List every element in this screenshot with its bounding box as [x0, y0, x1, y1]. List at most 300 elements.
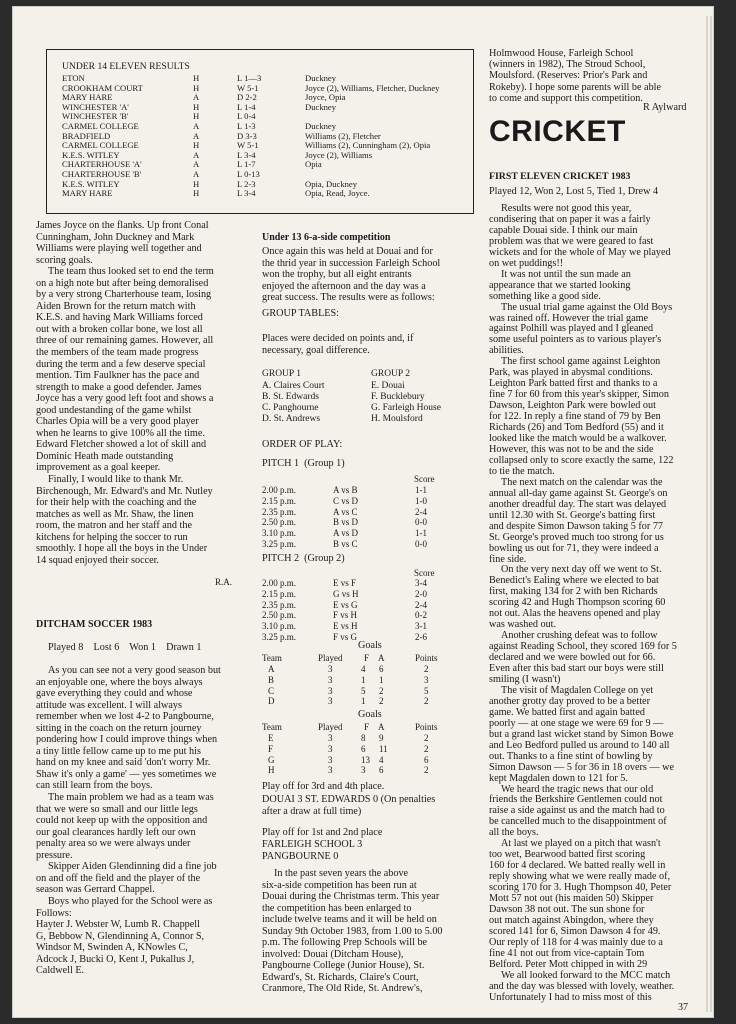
group2-team: E. Douai	[371, 381, 405, 391]
c1-para3-line: Birchenough, Mr. Edward's and Mr. Nutley	[36, 485, 213, 497]
cricket-report-line: We all looked forward to the MCC match	[501, 969, 671, 981]
cricket-report-line: out. Thanks to a fine stint of bowling by	[489, 750, 653, 762]
result-venue: H	[193, 101, 200, 112]
standings1-played: 3	[328, 696, 333, 707]
pitch2-match: F vs G	[333, 632, 358, 642]
cricket-report-line: The usual trial game against the Old Boys	[501, 301, 673, 313]
cricket-report-line: scored 141 for 6, Simon Dawson 4 for 49.	[489, 925, 661, 937]
cricket-report-line: too wet, Bearwood batted first scoring	[489, 849, 646, 861]
c1-para2-line: Charles Opia will be a very good player	[36, 416, 199, 428]
results-title: UNDER 14 ELEVEN RESULTS	[62, 61, 190, 72]
standings1-goals-label: Goals	[358, 640, 382, 651]
result-team: CARMEL COLLEGE	[62, 140, 139, 151]
c1-para1-line: James Joyce on the flanks. Up front Conal	[36, 220, 209, 231]
c1-para7	[36, 896, 250, 977]
pitch2-match: F vs H	[333, 610, 358, 621]
result-score: L 2-3	[237, 178, 256, 189]
u13-closing-line: six-a-side competition has been run at	[262, 879, 417, 891]
result-scorers: Opia, Duckney	[305, 178, 358, 189]
cricket-report-line: The first school game against Leighton	[501, 356, 661, 368]
u13-closing-line: Pangbourne College (Junior House), St.	[262, 960, 425, 971]
cricket-report-line: not out. Alas the heavens opened and play	[489, 608, 661, 620]
cricket-report-line: The next match on the calendar was the	[501, 476, 663, 488]
cricket-report-line: until 12.30 with St. George's batting first	[489, 509, 656, 521]
c1-para7-line: Adcock J, Bucki O, Kent J, Pukallus J,	[36, 953, 195, 965]
standings1-f: 4	[361, 664, 366, 674]
c1-para2-line: The team thus looked set to end the term	[48, 266, 214, 278]
standings2-played: 3	[328, 733, 333, 743]
c1-para4-line: Shaw it's only a game' — yes sometimes we	[36, 768, 217, 780]
cricket-report-line: reply showing what we were really made of,	[489, 871, 671, 883]
result-scorers: Duckney	[305, 73, 337, 83]
standings1-f: 1	[361, 696, 366, 707]
cricket-report-line: poorly — at one stage we were 69 for 9 —	[489, 717, 664, 729]
result-score: L 1-7	[237, 159, 256, 170]
c1-signature: R.A.	[215, 577, 233, 587]
cricket-report-line: On the very next day off we went to St.	[501, 564, 662, 576]
cricket-report-line: smiling (I wasn't)	[489, 673, 561, 685]
result-venue: A	[193, 130, 200, 141]
magazine-page	[12, 6, 714, 1018]
cricket-report-line: against Polhill was played and I gleaned	[489, 323, 654, 335]
standings1-points: 2	[424, 696, 429, 707]
c1-para4-line: sitting in the coach on the return journey	[36, 722, 202, 734]
result-scorers: Joyce, Opia	[305, 92, 346, 103]
result-scorers: Williams (2), Fletcher	[305, 130, 381, 141]
c1-para4	[36, 665, 250, 792]
cricket-report-line: all the boys.	[489, 827, 539, 839]
cricket-report-line: At last we played on a pitch that wasn't	[501, 838, 661, 850]
u13-intro-line: Once again this was held at Douai and for	[262, 246, 433, 257]
standings2-f-header: F	[364, 722, 370, 732]
pitch2-score: 3-4	[415, 578, 427, 588]
standings1-team: A	[268, 664, 275, 674]
c1-para3-line: for their help with the coaching and the	[36, 497, 197, 509]
u13-closing-line: In the past seven years the above	[274, 868, 409, 879]
pitch1-match: A vs D	[333, 528, 359, 539]
standings1-f: 1	[361, 674, 366, 685]
result-score: L 1-4	[237, 101, 256, 112]
cricket-report-line: Our reply of 118 for 4 was mainly due to a	[489, 936, 663, 948]
cricket-report-line: Benedict's Ealing where we elected to bat	[489, 575, 659, 587]
pitch2-match: E vs G	[333, 599, 358, 610]
standings1-played: 3	[328, 685, 333, 696]
standings1-a: 2	[379, 696, 384, 707]
c3-top-line: Moulsford. (Reserves: Prior's Park and	[489, 70, 648, 82]
cricket-report-line: Richards (26) and Tom Bedford (55) and it	[489, 422, 664, 434]
c1-para4-line: pondering how I could improve things when	[36, 734, 218, 746]
c1-para2-line: K.E.S. and having Mark Williams forced	[36, 312, 203, 324]
cricket-report-line: against Reading School, they scored 169 for 5	[489, 641, 677, 653]
result-scorers: Duckney	[305, 121, 337, 131]
result-score: L 0-4	[237, 111, 256, 122]
cricket-report-line: and Leo Bedford pulled us around to 140 all	[489, 739, 670, 751]
standings2-a: 11	[379, 743, 388, 754]
c1-para2-line: when he learns to give 100% all the time.	[36, 427, 205, 439]
c1-para2-line: on a high note but after being demoralised	[36, 277, 209, 289]
playoff12-heading: Play off for 1st and 2nd place	[262, 827, 383, 838]
cricket-report-line: Unfortunately I had to miss most of this	[489, 991, 652, 1003]
c1-para4-line: remember when we lost 4-2 to Pangbourne,	[36, 711, 214, 723]
result-scorers: Joyce (2), Williams	[305, 149, 373, 160]
pitch2-score: 2-4	[415, 599, 427, 610]
cricket-report-line: capable Douai side. I think our main	[489, 224, 638, 236]
standings1-points: 2	[424, 664, 429, 674]
standings1-points: 3	[424, 674, 429, 685]
cricket-report-line: We heard the tragic news that our old	[501, 783, 654, 795]
standings2-f: 3	[361, 765, 366, 776]
c1-para1	[36, 220, 250, 266]
result-scorers: Williams (2), Cunningham (2), Opia	[305, 140, 431, 151]
c1-para5-line: penalty area so we were always under	[36, 838, 191, 850]
cricket-report-line: was washed out.	[489, 619, 557, 631]
standings2-played-header: Played	[318, 722, 343, 732]
result-venue: A	[193, 92, 200, 103]
cricket-report-line: Mott 57 not out (his maiden 50) Skipper	[489, 893, 654, 905]
standings1-a-header: A	[378, 653, 385, 663]
cricket-report-line: condisering that on paper it was a fairly	[489, 213, 651, 225]
result-score: L 0-13	[237, 169, 260, 179]
cricket-report-line: annual all-day game against St. George's on	[489, 487, 668, 499]
c1-para5-line: could not keep up with the opposition and	[36, 815, 208, 827]
cricket-report-line: be cancelled much to the disappointment of	[489, 816, 667, 828]
first-eleven-record: Played 12, Won 2, Lost 5, Tied 1, Drew 4	[489, 186, 659, 197]
cricket-report-line: Park, was played in abysmal conditions.	[489, 367, 653, 379]
c1-para5-line: our goal clearances hardly left our own	[36, 826, 196, 838]
standings2-points: 2	[424, 743, 429, 754]
standings2-points: 2	[424, 765, 429, 776]
result-team: WINCHESTER 'A'	[62, 101, 129, 112]
group-tables-heading: GROUP TABLES:	[262, 308, 340, 319]
page-number: 37	[678, 1002, 688, 1013]
c1-para3-line: kitchens for helping the soccer to run	[36, 531, 188, 543]
standings2-f: 13	[361, 754, 370, 765]
cricket-report-line: It was not until the sun made an	[501, 268, 631, 280]
cricket-report-line: declared and we were bowled out for 66.	[489, 652, 656, 664]
result-venue: A	[193, 169, 200, 179]
group1-title: GROUP 1	[262, 369, 301, 379]
standings1-points-header: Points	[415, 653, 438, 663]
result-venue: H	[193, 178, 200, 189]
u13-closing-line: the competition has been enlarged to	[262, 902, 412, 914]
c1-para7-line: Windsor M, Swinden A, KNowles C,	[36, 942, 188, 954]
result-team: CARMEL COLLEGE	[62, 121, 139, 131]
pitch2-time: 3.10 p.m.	[262, 621, 297, 632]
u13-intro-line: enjoyed the afternoon and the day was a	[262, 280, 426, 292]
standings2-played: 3	[328, 754, 333, 765]
pitch2-score: 2-0	[415, 588, 427, 599]
cricket-report-line: Even after this bad start our boys were still	[489, 663, 664, 675]
cricket-report-line: some useful pointers as to various player's	[489, 334, 662, 346]
c3-top-line: Holmwood House, Farleigh School	[489, 48, 634, 59]
result-venue: A	[193, 121, 200, 131]
cricket-report-line: and the day was blessed with lovely, weather.	[489, 980, 675, 992]
group-tables-text-line: Places were decided on points and, if	[262, 333, 414, 344]
result-score: W 5-1	[237, 140, 259, 151]
playoff34-result-line: after a draw at full time)	[262, 805, 362, 817]
result-team: K.E.S. WITLEY	[62, 178, 120, 189]
standings2-a-header: A	[378, 722, 385, 732]
c1-para5-line: pressure.	[36, 849, 73, 861]
c3-top-line: to come and support this competition.	[489, 92, 643, 104]
group1-team: C. Panghourne	[262, 403, 319, 413]
cricket-report-line: abilities.	[489, 345, 524, 357]
result-team: CHARTERHOUSE 'A'	[62, 159, 142, 170]
cricket-report-line: kept Magdalen down to 121 for 5.	[489, 772, 628, 784]
c1-para4-line: can still learn from the boys.	[36, 780, 153, 792]
cricket-report	[489, 204, 703, 1004]
cricket-report-line: 160 for 4 declared. We batted really well in	[489, 860, 666, 872]
cricket-report-line: Dawson, Leighton Park were bowled out	[489, 400, 656, 412]
pitch1-match: C vs D	[333, 495, 359, 506]
cricket-report-line: first, making 134 for 2 with ben Richards	[489, 586, 658, 598]
result-scorers: Opia	[305, 159, 322, 170]
c1-para7-line: Follows:	[36, 907, 72, 919]
cricket-report-line: St. George's proved much too strong for us	[489, 531, 664, 543]
playoff34-result-line: DOUAI 3 ST. EDWARDS 0 (On penalties	[262, 794, 436, 805]
cricket-report-line: The visit of Magdalen College on yet	[501, 684, 654, 696]
ditcham-title: DITCHAM SOCCER 1983	[36, 619, 153, 630]
u13-closing	[262, 868, 474, 995]
pitch1-score-label: Score	[414, 474, 435, 484]
cricket-report-line: on wet puddings!!	[489, 257, 564, 269]
pitch1-heading: PITCH 1 (Group 1)	[262, 458, 345, 469]
c1-para4-line: an enjoyable one, where the boys always	[36, 676, 203, 688]
standings2-team-header: Team	[262, 722, 282, 732]
result-venue: H	[193, 111, 200, 122]
cricket-report-line: for 122. In reply a fine stand of 79 by Ben	[489, 411, 661, 423]
cricket-report-line: fine 41 not out from vice-captain Tom	[489, 947, 645, 959]
standings1-f: 5	[361, 685, 366, 696]
c1-para2-line: three of our remaining games. However, all	[36, 335, 214, 347]
pitch2-time: 2.15 p.m.	[262, 588, 297, 599]
c1-para2-line: mention. Tim Faulkner has the pace and	[36, 370, 200, 382]
c1-para3-line: Finally, I would like to thank Mr.	[48, 474, 184, 486]
group2-team: G. Farleigh House	[371, 403, 441, 413]
c1-para7-line: Caldwell E.	[36, 965, 85, 977]
standings1-a: 2	[379, 685, 384, 696]
pitch1-score: 0-0	[415, 539, 427, 549]
c3-top-line: Rokeby). I hope some parents will be able	[489, 81, 662, 93]
standings2-points: 2	[424, 733, 429, 743]
group-tables-text	[262, 333, 474, 356]
pitch2-score: 2-6	[415, 632, 427, 642]
u13-intro-line: great success. The results were as follows:	[262, 292, 435, 304]
u13-closing-line: Sunday 9th October 1983, from 1.00 to 5.00	[262, 925, 443, 937]
order-heading: ORDER OF PLAY:	[262, 439, 343, 450]
pitch1-time: 2.00 p.m.	[262, 485, 297, 495]
cricket-report-line: looked like the match would be a walkover.	[489, 433, 667, 445]
pitch1-time: 2.35 p.m.	[262, 506, 297, 517]
c1-para2-line: Edward Fletcher showed a lot of skill and	[36, 439, 207, 451]
standings2-a: 6	[379, 765, 384, 776]
cricket-report-line: Simon Dawson — 5 for 36 in 18 overs — we	[489, 761, 675, 773]
u13-intro-line: the thrid year in succession Farleigh School	[262, 257, 441, 269]
pitch2-match: E vs F	[333, 578, 357, 588]
c1-para1-line: scoring goals.	[36, 254, 93, 266]
c1-para6	[36, 861, 250, 896]
c1-para5-line: that we were so small and our little legs	[36, 803, 198, 815]
group2-team: H. Moulsford	[371, 414, 423, 424]
c3-top-line: (winners in 1982), The Stroud School,	[489, 59, 646, 71]
cricket-report-line: to tie the match.	[489, 465, 555, 477]
playoff34-heading: Play off for 3rd and 4th place.	[262, 781, 385, 792]
standings2-team: H	[268, 765, 275, 776]
result-scorers: Opia, Read, Joyce.	[305, 188, 370, 199]
cricket-report-line: fine side.	[489, 553, 527, 565]
result-venue: H	[193, 73, 200, 83]
result-score: L 1-3	[237, 121, 256, 131]
c1-para6-line: season was Gerrard Chappel.	[36, 884, 155, 896]
u13-intro	[262, 246, 474, 304]
playoff12-result-line: PANGBOURNE 0	[262, 850, 339, 862]
result-team: MARY HARE	[62, 188, 113, 199]
standings1-team-header: Team	[262, 653, 282, 663]
standings1-played: 3	[328, 674, 333, 685]
c1-para4-line: gave everything they could and whose	[36, 688, 193, 700]
result-team: K.E.S. WITLEY	[62, 149, 120, 160]
pitch1-time: 2.15 p.m.	[262, 495, 297, 506]
c1-para1-line: Cunningham, John Duckney and Mark	[36, 231, 195, 243]
cricket-report-line: Results were not good this year,	[501, 203, 632, 214]
pitch1-score: 0-0	[415, 517, 427, 528]
group-tables-text-line: necessary, goal difference.	[262, 344, 370, 356]
c1-para7-line: G, Bebbow N, Glendinning A, Connor S,	[36, 930, 205, 942]
c1-para4-line: hand on my knee and said 'don't worry Mr.	[36, 757, 211, 769]
standings1-team: B	[268, 674, 275, 685]
c1-para4-line: attitude was excellent. I will always	[36, 699, 182, 711]
standings1-team: D	[268, 696, 275, 707]
c1-para2-line: Joyce has a very good left foot and shows a	[36, 393, 214, 405]
c1-para6-line: on and off the field and the player of the	[36, 872, 201, 884]
c1-para2-line: good undestanding of the game whilst	[36, 404, 192, 416]
cricket-report-line: Another crushing defeat was to follow	[501, 630, 658, 642]
c1-para6-line: Skipper Aiden Glendinning did a fine job	[48, 861, 217, 873]
standings2-team: F	[268, 743, 274, 754]
c3-top	[489, 48, 703, 104]
playoff12-result	[262, 839, 474, 862]
result-venue: A	[193, 159, 200, 170]
u13-closing-line: Cranmore, The Old Ride, St. Andrew's,	[262, 983, 423, 994]
result-venue: H	[193, 82, 200, 93]
standings2-played: 3	[328, 765, 333, 776]
pitch2-heading: PITCH 2 (Group 2)	[262, 553, 345, 564]
c1-para7-line: Hayter J. Webster W, Lumb R. Chappell	[36, 919, 200, 931]
c1-para3-line: 14 squad enjoyed their soccer.	[36, 554, 160, 566]
u13-closing-line: include twelve teams and it will be held on	[262, 914, 437, 925]
group1-team: B. St. Edwards	[262, 392, 319, 402]
standings1-f-header: F	[364, 653, 370, 663]
standings2-points: 6	[424, 754, 429, 765]
standings2-f: 8	[361, 733, 366, 743]
c1-para5	[36, 792, 250, 861]
group1-team: A. Claires Court	[262, 381, 325, 391]
cricket-report-line: collapsed only to score exactly the same, 122	[489, 454, 674, 466]
u13-closing-line: Edward's, St. Richards, Claire's Court,	[262, 971, 419, 983]
c1-para7-line: Boys who played for the School were as	[48, 896, 213, 907]
cricket-report-line: something like a good side.	[489, 290, 601, 302]
c1-para3-line: smoothly. I hope all the boys in the Under	[36, 543, 208, 555]
c1-para2-line: Aiden Brown for the return match with	[36, 300, 196, 312]
pitch2-time: 2.50 p.m.	[262, 610, 297, 621]
result-scorers: Joyce (2), Williams, Fletcher, Duckney	[305, 82, 440, 93]
pitch1-score: 2-4	[415, 506, 427, 517]
c1-para5-line: The main problem we had as a team was	[48, 792, 214, 804]
c1-para2-line: improvement as a goal keeper.	[36, 462, 161, 474]
result-venue: H	[193, 140, 200, 151]
cricket-report-line: but a grand last wicket stand by Simon Bowe	[489, 728, 674, 740]
result-venue: A	[193, 149, 200, 160]
cricket-report-line: bowling us out for 71, they were indeed a	[489, 542, 659, 554]
result-scorers: Duckney	[305, 101, 337, 112]
result-team: ETON	[62, 73, 85, 83]
ditcham-record: Played 8 Lost 6 Won 1 Drawn 1	[48, 642, 202, 653]
standings1-team: C	[268, 685, 275, 696]
pitch2-match: E vs H	[333, 621, 358, 632]
cricket-report-line: out match against Abingdon, where they	[489, 914, 654, 926]
standings1-played: 3	[328, 664, 333, 674]
c1-para4-line: a tiny little fellow came up to me put his	[36, 745, 201, 757]
cricket-report-line: However, this was not to be and the side	[489, 443, 654, 455]
c1-para4-line: As you can see not a very good season but	[48, 665, 221, 676]
result-score: D 3-3	[237, 130, 257, 141]
result-score: L 3-4	[237, 188, 256, 199]
pitch1-score: 1-0	[415, 495, 427, 506]
c1-para3-line: matches as well as Mr. Shaw, the linen	[36, 508, 194, 520]
u13-closing-line: p.m. The following Prep Schools will be	[262, 937, 428, 948]
pitch1-score: 1-1	[415, 528, 427, 539]
c1-para3	[36, 474, 250, 566]
result-score: L 1—3	[237, 73, 262, 83]
pitch1-match: A vs C	[333, 506, 358, 517]
standings1-played-header: Played	[318, 653, 343, 663]
group2-title: GROUP 2	[371, 369, 410, 379]
standings2-team: G	[268, 754, 275, 765]
standings2-played: 3	[328, 743, 333, 754]
pitch1-time: 3.25 p.m.	[262, 539, 297, 549]
c1-para2-line: Dominic Heath made outstanding	[36, 450, 174, 462]
cricket-report-line: scoring 170 for 3. Hugh Thompson 40, Peter	[489, 882, 672, 894]
cricket-report-line: another dreadful day. The start was delayed	[489, 498, 667, 510]
pitch2-time: 2.00 p.m.	[262, 578, 297, 588]
cricket-report-line: appearance that we started looking	[489, 279, 631, 291]
c3-top-signature: R Aylward	[643, 102, 687, 113]
result-venue: H	[193, 188, 200, 199]
c1-para2-line: out with a broken collar bone, we lost all	[36, 323, 203, 335]
cricket-report-line: Leighton Park batted first and thanks to a	[489, 378, 658, 390]
result-team: MARY HARE	[62, 92, 113, 103]
result-team: BRADFIELD	[62, 130, 111, 141]
cricket-report-line: friends the Berkshire Gentlemen could not	[489, 794, 663, 806]
u13-closing-line: Douai during the Christmas term. This year	[262, 891, 440, 902]
pitch1-match: B vs D	[333, 517, 359, 528]
u13-title: Under 13 6-a-side competition	[262, 232, 391, 243]
pitch2-score-label: Score	[414, 568, 435, 578]
c1-para2-line: the members of the team made progress	[36, 347, 199, 359]
standings2-goals-label: Goals	[358, 709, 382, 720]
standings2-f: 6	[361, 743, 366, 754]
result-team: CHARTERHOUSE 'B'	[62, 169, 142, 179]
pitch2-match: G vs H	[333, 588, 359, 599]
pitch1-match: B vs C	[333, 539, 358, 549]
cricket-report-line: Dawson 38 not out. The sun shone for	[489, 904, 645, 915]
pitch2-score: 3-1	[415, 621, 427, 632]
playoff12-result-line: FARLEIGH SCHOOL 3	[262, 839, 363, 850]
pitch1-score: 1-1	[415, 485, 427, 495]
c1-para2-line: strength to make a good defender. James	[36, 381, 202, 393]
result-team: WINCHESTER 'B'	[62, 111, 129, 122]
c1-para1-line: Williams were playing well together and	[36, 243, 202, 255]
